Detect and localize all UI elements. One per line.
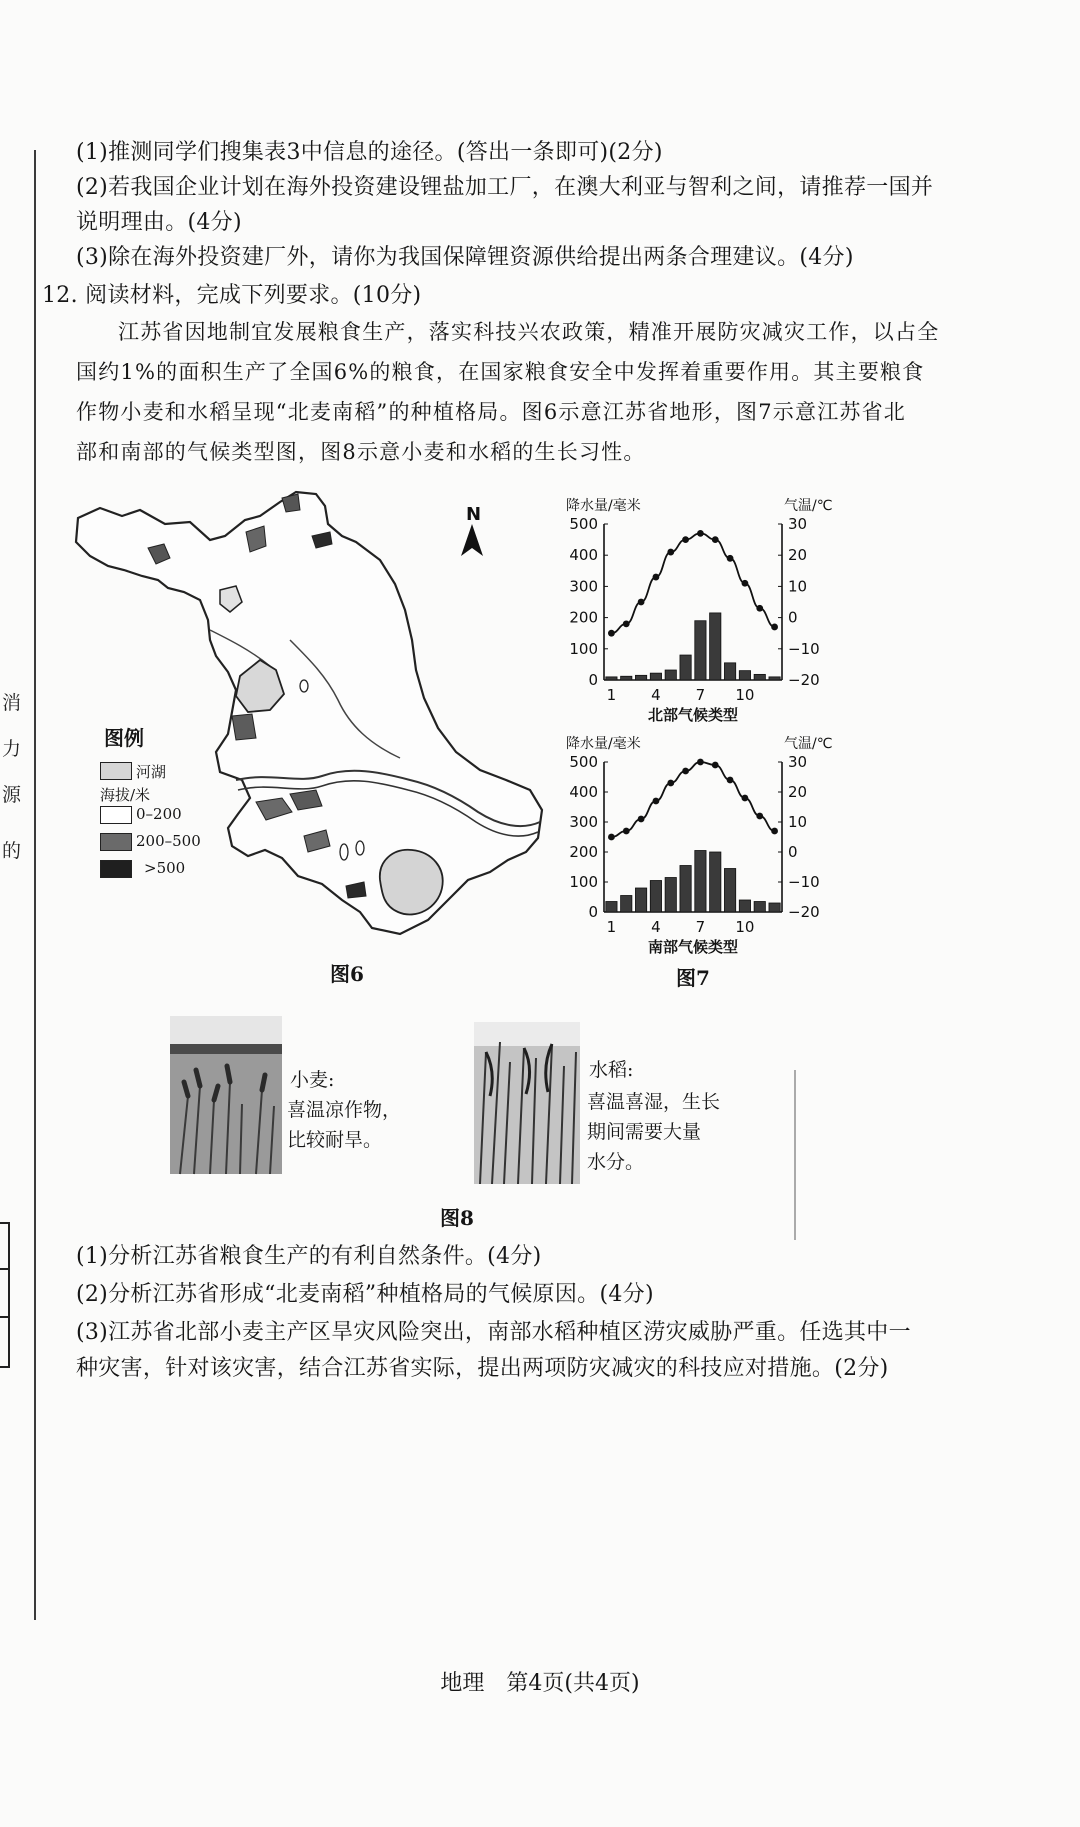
- temperature-point: [712, 536, 719, 543]
- sub-question-3-cont: 种灾害，针对该灾害，结合江苏省实际，提出两项防灾减灾的科技应对措施。(2分): [76, 1356, 889, 1381]
- prev-question-1: (1)推测同学们搜集表3中信息的途径。(答出一条即可)(2分): [76, 140, 663, 165]
- chart-title: 南部气候类型: [647, 938, 739, 956]
- precipitation-bar: [769, 903, 780, 912]
- small-lake: [340, 844, 348, 860]
- y2-tick-label: 0: [788, 608, 798, 627]
- material-line: 作物小麦和水稻呈现“北麦南稻”的种植格局。图6示意江苏省地形，图7示意江苏省北: [76, 400, 906, 424]
- legend-lake-label: 河湖: [136, 763, 167, 781]
- y-axis-label: 降水量/毫米: [566, 736, 641, 752]
- y2-tick-label: 30: [788, 753, 808, 771]
- temperature-point: [608, 630, 615, 637]
- side-box: [0, 1222, 10, 1368]
- y2-tick-label: 10: [788, 813, 808, 831]
- y2-tick-label: −20: [788, 903, 820, 921]
- precipitation-bar: [606, 677, 617, 680]
- x-tick-label: 1: [606, 686, 617, 704]
- wheat-name: 小麦:: [290, 1069, 335, 1091]
- temperature-line: [611, 762, 774, 837]
- y-tick-label: 500: [569, 515, 598, 533]
- y2-axis-label: 气温/℃: [784, 498, 833, 514]
- sub-question-1: (1)分析江苏省粮食生产的有利自然条件。(4分): [76, 1244, 542, 1269]
- precipitation-bar: [621, 896, 632, 913]
- chart-title: 北部气候类型: [647, 706, 739, 724]
- sub-question-2: (2)分析江苏省形成“北麦南稻”种植格局的气候原因。(4分): [76, 1282, 654, 1307]
- temperature-point: [667, 549, 674, 556]
- legend-elevation-title: 海拔/米: [100, 786, 151, 804]
- temperature-point: [771, 624, 778, 631]
- temperature-point: [742, 795, 749, 802]
- y2-tick-label: −20: [788, 671, 820, 689]
- legend-elev-label: 200–500: [136, 832, 201, 850]
- precipitation-bar: [754, 674, 765, 680]
- y-tick-label: 300: [569, 813, 598, 831]
- rice-name: 水稻:: [589, 1059, 634, 1081]
- y-tick-label: 300: [569, 577, 598, 596]
- temperature-point: [742, 580, 749, 587]
- wheat-desc-line: 喜温凉作物，: [287, 1099, 402, 1121]
- temperature-point: [623, 620, 630, 627]
- wheat-photo: [170, 1016, 282, 1174]
- legend-elev-swatch-low: [100, 806, 132, 824]
- rice-desc-line: 喜温喜湿，生长: [587, 1091, 721, 1113]
- precipitation-bar: [695, 851, 706, 913]
- x-tick-label: 10: [735, 918, 755, 936]
- binding-margin-line: [34, 150, 36, 1620]
- side-char: 源: [2, 784, 22, 806]
- sub-question-3: (3)江苏省北部小麦主产区旱灾风险突出，南部水稻种植区涝灾威胁严重。任选其中一: [76, 1320, 911, 1345]
- precipitation-bar: [724, 869, 735, 913]
- precipitation-bar: [739, 900, 750, 912]
- prev-question-2: (2)若我国企业计划在海外投资建设锂盐加工厂，在澳大利亚与智利之间，请推荐一国并: [76, 175, 934, 200]
- prev-question-3: (3)除在海外投资建厂外，请你为我国保障锂资源供给提出两条合理建议。(4分): [76, 245, 854, 270]
- y2-tick-label: 20: [788, 546, 808, 565]
- precipitation-bar: [680, 655, 691, 680]
- y-tick-label: 100: [569, 639, 598, 658]
- legend-title: 图例: [104, 726, 144, 750]
- temperature-point: [623, 828, 630, 835]
- temperature-point: [697, 759, 704, 766]
- precipitation-bar: [665, 670, 676, 680]
- y2-tick-label: 10: [788, 577, 808, 596]
- side-char: 的: [2, 840, 22, 862]
- figure-8-border: [794, 1070, 796, 1240]
- temperature-point: [771, 828, 778, 835]
- temperature-point: [712, 762, 719, 769]
- material-line: 部和南部的气候类型图，图8示意小麦和水稻的生长习性。: [76, 440, 646, 464]
- page-footer: 地理 第4页(共4页): [440, 1671, 640, 1696]
- figure-8-caption: 图8: [440, 1206, 474, 1230]
- temperature-line: [611, 533, 774, 633]
- precipitation-bar: [650, 881, 661, 913]
- y2-axis-label: 气温/℃: [784, 736, 833, 752]
- precipitation-bar: [695, 621, 706, 680]
- question-12-header: 12. 阅读材料，完成下列要求。(10分): [42, 283, 422, 308]
- temperature-point: [682, 536, 689, 543]
- precipitation-bar: [665, 878, 676, 913]
- legend-elev-label: >500: [144, 859, 186, 877]
- side-box-line: [0, 1316, 10, 1318]
- side-char: 力: [2, 738, 22, 760]
- figure-7-caption: 图7: [676, 966, 710, 990]
- y-tick-label: 500: [569, 753, 598, 771]
- temperature-point: [697, 530, 704, 537]
- temperature-point: [638, 816, 645, 823]
- rice-desc-line: 水分。: [587, 1151, 645, 1173]
- precipitation-bar: [621, 676, 632, 680]
- precipitation-bar: [650, 673, 661, 680]
- y-tick-label: 400: [569, 783, 598, 801]
- precipitation-bar: [754, 902, 765, 913]
- y2-tick-label: 20: [788, 783, 808, 801]
- y-axis-label: 降水量/毫米: [566, 498, 641, 514]
- y2-tick-label: 30: [788, 515, 808, 533]
- precipitation-bar: [739, 671, 750, 680]
- prev-question-2-cont: 说明理由。(4分): [76, 210, 242, 235]
- legend-elev-label: 0–200: [136, 805, 182, 823]
- y-tick-label: 0: [588, 903, 598, 921]
- rice-desc-line: 期间需要大量: [587, 1121, 702, 1143]
- small-lake: [356, 841, 364, 855]
- small-lake: [300, 680, 308, 692]
- highland: [232, 714, 256, 740]
- precipitation-bar: [635, 675, 646, 680]
- precipitation-bar: [710, 852, 721, 912]
- y-tick-label: 200: [569, 843, 598, 861]
- precipitation-bar: [606, 902, 617, 913]
- north-climate-chart: [560, 488, 833, 728]
- x-tick-label: 1: [606, 918, 617, 936]
- precipitation-bar: [680, 866, 691, 913]
- precipitation-bar: [635, 888, 646, 912]
- y-tick-label: 100: [569, 873, 598, 891]
- rice-photo: [474, 1022, 580, 1184]
- temperature-point: [682, 768, 689, 775]
- legend-lake-swatch: [100, 762, 132, 780]
- y2-tick-label: −10: [788, 873, 820, 891]
- x-tick-label: 4: [651, 686, 661, 704]
- y-tick-label: 400: [569, 546, 598, 565]
- x-tick-label: 7: [695, 686, 706, 704]
- precipitation-bar: [724, 663, 735, 680]
- x-tick-label: 10: [735, 686, 755, 704]
- temperature-point: [653, 798, 660, 805]
- temperature-point: [756, 813, 763, 820]
- temperature-point: [756, 605, 763, 612]
- y2-tick-label: −10: [788, 639, 820, 658]
- figure-6-caption: 图6: [330, 962, 364, 986]
- material-line: 国约1%的面积生产了全国6%的粮食，在国家粮食安全中发挥着重要作用。其主要粮食: [76, 360, 925, 384]
- lake-taihu: [380, 850, 443, 915]
- jiangsu-terrain-map: [60, 480, 560, 950]
- north-arrow: [461, 524, 483, 556]
- wheat-desc-line: 比较耐旱。: [287, 1129, 383, 1151]
- x-tick-label: 4: [651, 918, 661, 936]
- y-tick-label: 200: [569, 608, 598, 627]
- north-label: N: [466, 504, 482, 525]
- temperature-point: [727, 777, 734, 784]
- x-tick-label: 7: [695, 918, 706, 936]
- y-tick-label: 0: [588, 671, 598, 689]
- material-line: 江苏省因地制宜发展粮食生产，落实科技兴农政策，精准开展防灾减灾工作，以占全: [118, 320, 940, 344]
- temperature-point: [727, 555, 734, 562]
- temperature-point: [653, 574, 660, 581]
- precipitation-bar: [710, 613, 721, 680]
- south-climate-chart: [560, 730, 833, 960]
- legend-elev-swatch-mid: [100, 833, 132, 851]
- side-box-line: [0, 1268, 10, 1270]
- y2-tick-label: 0: [788, 843, 798, 861]
- precipitation-bar: [769, 677, 780, 680]
- temperature-point: [667, 780, 674, 787]
- temperature-point: [638, 599, 645, 606]
- side-char: 消: [2, 692, 22, 714]
- temperature-point: [608, 834, 615, 841]
- legend-elev-swatch-high: [100, 860, 132, 878]
